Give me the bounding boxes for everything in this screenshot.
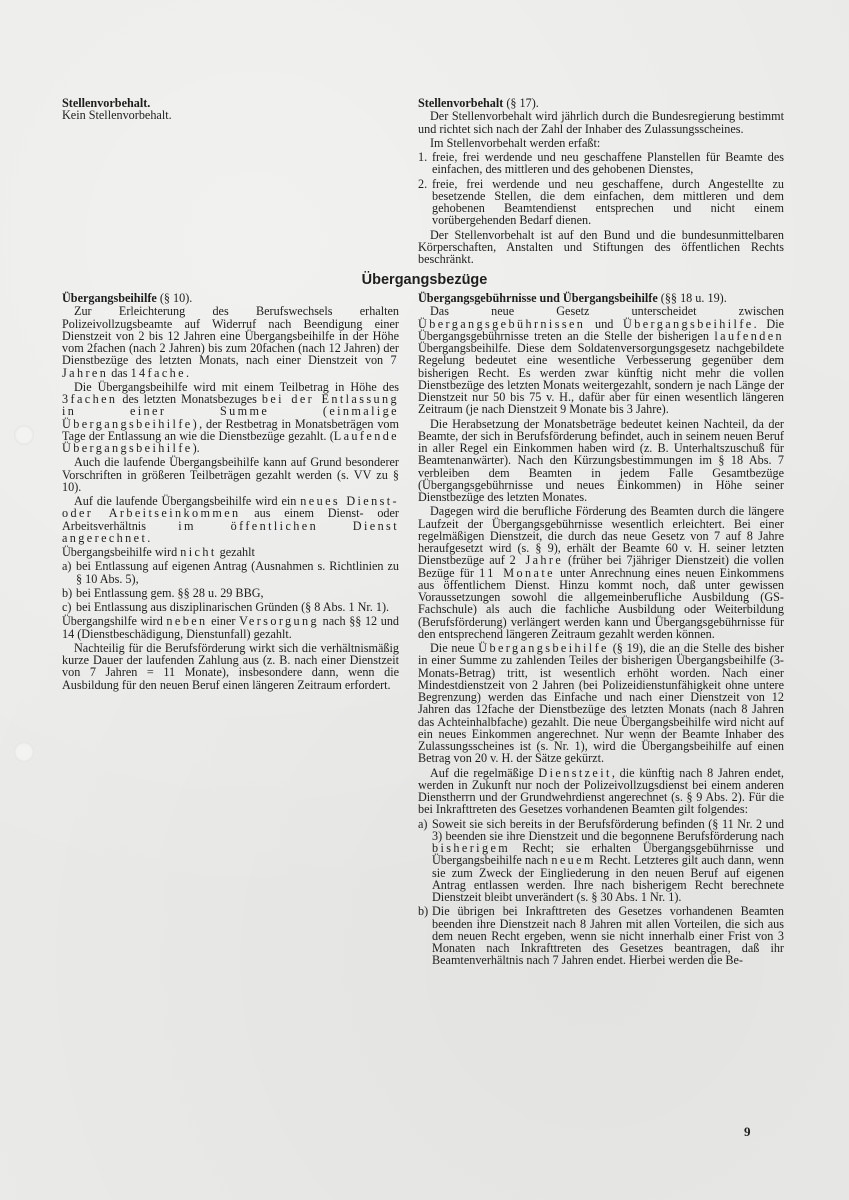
text-run: Recht. Letzteres gilt auch dann, wenn sie zum Zweck der Eingliederung in den neuen Beruf auf eigenen Antrag entlassen werden. Ihre nach bisherigem Recht berechnete Dienstzeit bleibt unverändert (s. § 30 Abs. 1 Nr. 1). [432,853,785,904]
text-run: Die neue [430,641,479,655]
punch-hole [14,425,34,445]
right-heading: Übergangsgebührnisse und Übergangsbeihilfe [418,291,658,305]
text-run: Dagegen wird die berufliche Förderung des Beamten durch die längere Laufzeit der Übergangsgebührnisse wesentlich erleichtert. Bei einer regelmäßigen Dienstzeit, die durch das neue Gesetz von 7 auf 8 Jahre heraufgesetzt wird (s. § 9), erhält der Beamte 60 v. H. seiner letzten Dienstbezüge auf [418,504,784,568]
spaced-emphasis-text: 7 Jahren [62,353,399,380]
list-item [418,151,784,176]
list-item [62,601,399,613]
list-text: freie, frei werdende und neu geschaffene Planstellen für Beamte des einfachen, des mittleren und des gehobenen Dienstes, [432,150,784,177]
paragraph [418,642,784,765]
paragraph [62,615,399,640]
list-marker: a) [418,816,428,831]
right-top-heading-ref: (§ 17). [503,96,539,110]
list-item [418,905,784,966]
text-run: nach §§ 12 und 14 (Dienstbeschädigung, Dienstunfall) gezahlt. [62,614,400,641]
text-run: Übergangsbeihilfe wird [62,545,181,559]
list-marker: b) [418,904,429,919]
text-run: . Die Übergangsgebührnisse treten an die Stelle der bisherigen [418,316,784,343]
spaced-emphasis-text: nicht [180,545,217,559]
list-marker: c) [62,600,72,614]
left-heading: Übergangsbeihilfe [62,291,157,305]
text-run: Nachteilig für die Berufsförderung wirkt sich die verhältnismäßig kurze Dauer der laufenden Zahlung aus (z. B. nach einer Dienstzeit von 7 Jahren = 11 Monate), insbesondere dann, wenn die Ausbildung für den neuen Beruf einen längeren Zeitraum erfordert. [62,640,399,692]
text-run: Zur Erleichterung des Berufswechsels erhalten Polizeivollzugsbeamte auf Widerruf nach Beendigung einer Dienstzeit von 2 bis 12 Jahren eine Übergangsbeihilfe in der Höhe vom 2fachen (nach 2 Jahren) bis zum 20fachen (nach 12 Jahren) der Dienstbezüge des letzten Monats, nach einer Dienstzeit von [62,304,399,368]
left-top-heading: Stellenvorbehalt. [62,96,151,110]
text-run: Die Herabsetzung der Monatsbeträge bedeutet keinen Nachteil, da der Beamte, der sich in Berufsförderung befindet, auch in seinem neuen Beruf in aller Regel ein Einkommen haben wird (z. B. Unterhaltszuschuß für Beamtenanwärter). Nach den Kürzungsbestimmungen im § 18 Abs. 7 verbleiben dem Beamten in jedem Falle Gesamtbezüge (Übergangsgebührnisse und neues Einkommen) in Höhe seiner Dienstbezüge des letzten Monates. [418,416,784,504]
left-heading-ref: (§ 10). [156,291,193,305]
text-run: ). [192,441,200,455]
paragraph: Der Stellenvorbehalt wird jährlich durch die Bundesregierung bestimmt und richtet sich nach der Zahl der Inhaber des Zulassungsscheines. [418,109,784,136]
text-run: Auf die regelmäßige [430,765,539,780]
list-marker: b) [62,585,73,600]
paragraph [418,505,784,640]
list-marker: a) [62,559,72,574]
text-run: aus einem Dienst- oder Arbeitsverhältnis [62,506,399,533]
spaced-emphasis-text: bisherigem [432,841,511,855]
paragraph [418,305,784,415]
text-run: Auf die laufende Übergangsbeihilfe wird ein [74,494,301,508]
spaced-emphasis-text: Übergangsbeihilfe [478,641,609,655]
list-text [432,818,784,904]
text-run: Die Übergangsbeihilfe wird mit einem Teilbetrag in Höhe des [74,379,399,394]
paragraph [62,546,399,558]
right-top-heading: Stellenvorbehalt [418,96,504,110]
list-text: bei Entlassung auf eigenen Antrag (Ausnahmen s. Richtlinien zu § 10 Abs. 5), [76,559,399,586]
section-title: Übergangsbezüge [361,272,488,288]
spaced-emphasis-text: neben [166,614,208,629]
punch-hole [14,742,34,762]
paragraph [62,305,399,379]
text-run: Recht; sie erhalten Übergangsgebührnisse und Übergangsbeihilfe nach [432,841,784,868]
list-marker: 2. [418,176,428,191]
text-run: und [585,316,624,331]
text-run: gezahlt [216,545,255,559]
text-run: Übergangshilfe wird [62,614,167,629]
text-run: des letzten Monatsbezuges [117,392,262,406]
spaced-emphasis-text: 14fache [130,365,186,380]
text-run: das [108,365,131,380]
list-text: freie, frei werdende und neu geschaffene, durch Angestellte zu besetzende Stellen, die dem einfachen, dem mittleren und dem gehobenen Beamtendienst entsprechen und nicht einem vorübergehenden Bedarf dienen. [432,176,784,228]
paragraph [418,418,784,504]
list-text [432,905,784,966]
spaced-emphasis-text: neues Dienst- oder Arbeitseinkommen [62,494,399,521]
paragraph [62,495,399,544]
paragraph [418,767,784,816]
left-column [62,292,399,693]
paragraph: Der Stellenvorbehalt ist auf den Bund und die bundesunmittelbaren Körperschaften, Anstalten und Stiftungen des öffentlichen Rechts beschränkt. [418,227,784,266]
text-run: Auch die laufende Übergangsbeihilfe kann auf Grund besonderer Vorschriften in größeren Teilbeträgen gezahlt werden (s. VV zu § 10). [62,455,399,494]
list-text: bei Entlassung gem. §§ 28 u. 29 BBG, [76,585,264,600]
paragraph [62,642,399,691]
text-run: Die übrigen bei Inkrafttreten des Gesetzes vorhandenen Beamten beenden ihre Dienstzeit nach 8 Jahren mit allen Vorteilen, die sich aus dem neuen Recht ergeben, wenn sie nicht innerhalb einer Frist von 3 Monaten nach Inkrafttreten des Gesetzes beantragen, daß ihr Beamtenverhältnis nach 7 Jahren endet. Hierbei werden die Be- [432,904,784,968]
text-run: Übergangsbeihilfe. Diese dem Soldatenversorgungsgesetz nachgebildete Regelung bedeutet eine wesentliche Verbesserung gegenüber dem bisherigen Recht. Es werden zwar künftig nicht mehr die vollen Dienstbezüge des letzten Monats weitergezahlt, sondern je nach Länge der Dienstzeit nur 50 bis 75 v. H., dafür aber für einen wesentlich längeren Zeitraum (je nach Dienstzeit 9 Monate bis 3 Jahre). [418,341,784,417]
page-number: 9 [744,1124,751,1139]
right-heading-ref: (§§ 18 u. 19). [657,291,727,305]
text-run: (früher bei 7jähriger Dienstzeit) die vollen Bezüge für [418,553,785,580]
spaced-emphasis-text: 2 Jahre [509,553,564,568]
spaced-emphasis-text: Versorgung [239,614,320,629]
text-run: . [185,365,189,380]
spaced-emphasis-text: Dienstzeit [538,765,612,780]
list-item [62,560,399,585]
paragraph: Im Stellenvorbehalt werden erfaßt: [430,135,601,150]
paragraph [62,381,399,455]
left-top-block [62,97,399,122]
list-marker: 1. [418,150,428,164]
spaced-emphasis-text: neuem [551,853,596,868]
text-run: (§ 19), die an die Stelle des bisher in einer Summe zu zahlenden Teiles der bisherigen Übergangsbeihilfe (3-Monats-Betrag) tritt, ist wesentlich erhöht worden. Nach einer Mindestdienstzeit von 2 Jahren (bei Polizeidienstunfähigkeit ohne untere Begrenzung) werden das Einfache und nach einer Dienstzeit von 12 Jahren das 12fache der Dienstbezüge des letzten Monats (nach 8 Jahren das Achteinhalbfache) gezahlt. Die neue Übergangsbeihilfe wird nicht auf ein neues Einkommen angerechnet. Nur wenn der Beamte Inhaber des Zulassungsscheines ist (s. Nr. 1), wird die Übergangsbeihilfe auf einen Betrag von 20 v. H. der Sätze gekürzt. [418,641,784,766]
list-text: bei Entlassung aus disziplinarischen Gründen (§ 8 Abs. 1 Nr. 1). [76,600,390,614]
spaced-emphasis-text: im öffentlichen Dienst angerechnet [62,518,399,545]
right-top-block [418,97,784,267]
text-run: , der Restbetrag in Monatsbeträgen vom Tage der Entlassung an wie die Dienstbezüge gezahlt. ( [62,416,399,443]
text-run: . [147,530,151,545]
text-run: Soweit sie sich bereits in der Berufsförderung befinden (§ 11 Nr. 2 und 3) beenden sie ihre Dienstzeit und die begonnene Berufsförderung nach [432,816,784,843]
spaced-emphasis-text: Laufende Übergangsbeihilfe [62,428,399,455]
list-item [418,818,784,904]
text-run: unter Anrechnung eines neuen Einkommens aus öffentlichem Dienst. Hinzu kommt noch, daß unter gewissen Voraussetzungen sowohl die allgemeinberufliche Ausbildung (GS-Fachschule) als auch die fachliche Ausbildung oder Weiterbildung (Berufsförderung) verlängert werden kann und Übergangsgebührnisse für den entsprechend längeren Zeitraum gezahlt werden können. [418,565,784,641]
right-column [418,292,784,969]
text-run: Das neue Gesetz unterscheidet zwischen [430,304,784,319]
spaced-emphasis-text: Übergangsgebührnissen [418,316,586,331]
spaced-emphasis-text: 11 Monate [479,565,555,580]
text-run: einer [207,614,240,629]
paragraph [62,456,399,493]
spaced-emphasis-text: Übergangsbeihilfe [623,316,754,331]
text-run: , die künftig nach 8 Jahren endet, werden in Zukunft nur noch der Polizeivollzugsdienst bei einem anderen Dienstherrn und der Grundwehrdienst angerechnet (s. § 9 Abs. 2). Für die bei Inkrafttreten des Gesetzes vorhandenen Beamten gilt folgendes: [418,765,784,817]
spaced-emphasis-text: 3fachen [62,392,118,406]
list-item [418,178,784,227]
left-top-text: Kein Stellenvorbehalt. [62,108,172,123]
list-item [62,587,399,599]
spaced-emphasis-text: bei der Entlassung in einer Summe (einmalige Übergangsbeihilfe) [62,392,399,431]
spaced-emphasis-text: laufenden [714,328,784,343]
